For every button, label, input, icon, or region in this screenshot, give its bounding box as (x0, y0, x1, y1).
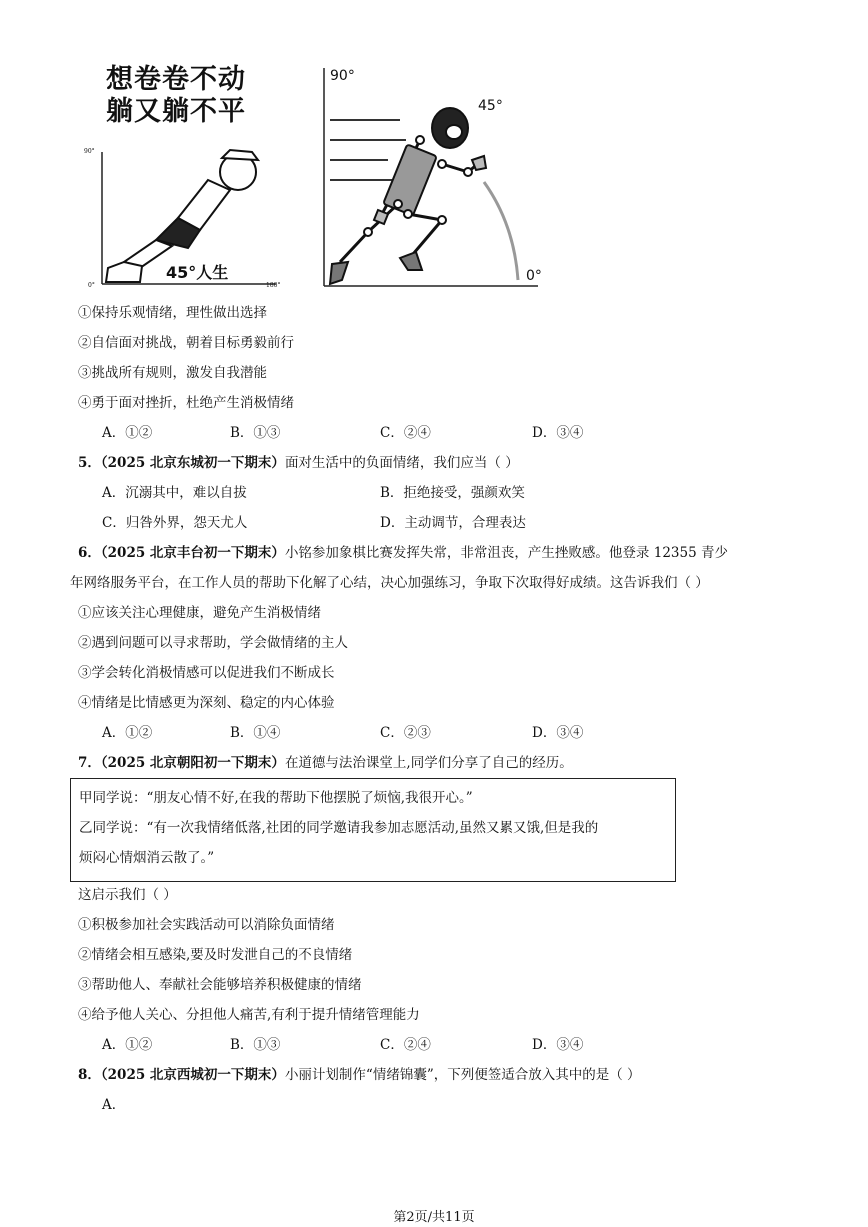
q7-option-d: D．③④ (532, 1037, 584, 1053)
q8-stem (78, 1066, 641, 1084)
q5-source: （2025 北京东城初一下期末） (100, 455, 285, 471)
q5-stem (78, 454, 519, 472)
q4-option-a: A．①② (102, 425, 153, 441)
q7-option-b: B．①③ (230, 1037, 281, 1053)
q7-item-1: ①积极参加社会实践活动可以消除负面情绪 (78, 917, 335, 933)
q5-stem-text: 面对生活中的负面情绪，我们应当（ ） (284, 455, 519, 471)
q7-item-4: ④给予他人关心、分担他人痛苦,有利于提升情绪管理能力 (78, 1007, 420, 1023)
q5-option-a: A．沉溺其中，难以自拔 (102, 485, 247, 501)
q8-stem-text: 小丽计划制作“情绪锦囊”，下列便签适合放入其中的是（ ） (284, 1067, 641, 1083)
left-axis-90-label: 90° (84, 148, 95, 155)
q6-stem-line1 (78, 544, 728, 562)
q7-box-line1: 甲同学说：“朋友心情不好,在我的帮助下他摆脱了烦恼,我很开心。” (79, 790, 473, 806)
q7-stem-text: 在道德与法治课堂上,同学们分享了自己的经历。 (284, 755, 573, 771)
q7-box-line2: 乙同学说：“有一次我情绪低落,社团的同学邀请我参加志愿活动,虽然又累又饿,但是我的 (79, 820, 599, 836)
q6-option-a: A．①② (102, 725, 153, 741)
cartoon-title-line1: 想卷卷不动 (106, 64, 246, 95)
q8-number: 8． (78, 1067, 101, 1083)
q5-option-d: D．主动调节，合理表达 (380, 515, 526, 531)
q4-option-c: C．②④ (380, 425, 431, 441)
cartoon-title-line2: 躺又躺不平 (106, 96, 246, 127)
q4-item-2: ②自信面对挑战，朝着目标勇毅前行 (78, 335, 294, 351)
q6-source: （2025 北京丰台初一下期末） (100, 545, 285, 561)
left-cartoon-label: 45°人生 (166, 263, 229, 282)
q4-item-1: ①保持乐观情绪，理性做出选择 (78, 305, 267, 321)
right-cartoon-drawing (318, 64, 540, 290)
q6-item-3: ③学会转化消极情感可以促进我们不断成长 (78, 665, 335, 681)
right-angle-45-label: 45° (478, 98, 503, 114)
q7-stem (78, 754, 573, 772)
q7-option-c: C．②④ (380, 1037, 431, 1053)
q5-option-b: B．拒绝接受，强颜欢笑 (380, 485, 525, 501)
q6-number: 6． (78, 545, 101, 561)
q4-item-4: ④勇于面对挫折，杜绝产生消极情绪 (78, 395, 294, 411)
q6-item-1: ①应该关注心理健康，避免产生消极情绪 (78, 605, 321, 621)
right-axis-0-label: 0° (526, 268, 542, 284)
q8-source: （2025 北京西城初一下期末） (100, 1067, 285, 1083)
left-cartoon-drawing (80, 62, 280, 292)
left-axis-0-label: 0° (88, 282, 95, 289)
q8-option-a: A． (102, 1097, 126, 1113)
q6-option-b: B．①④ (230, 725, 281, 741)
page-footer: 第2页/共11页 (393, 1210, 475, 1225)
q5-option-c: C．归咎外界，怨天尤人 (102, 515, 248, 531)
q7-source: （2025 北京朝阳初一下期末） (100, 755, 285, 771)
q7-option-a: A．①② (102, 1037, 153, 1053)
left-cartoon (80, 62, 280, 292)
q7-item-3: ③帮助他人、奉献社会能够培养积极健康的情绪 (78, 977, 362, 993)
q7-material-box (70, 778, 676, 882)
left-axis-180-label: 180° (266, 282, 281, 289)
q6-option-c: C．②③ (380, 725, 431, 741)
q4-item-3: ③挑战所有规则，激发自我潜能 (78, 365, 267, 381)
q6-stem-line2: 年网络服务平台，在工作人员的帮助下化解了心结，决心加强练习，争取下次取得好成绩。这告诉我们（ ） (70, 575, 709, 591)
right-axis-90-label: 90° (330, 68, 355, 84)
q6-item-4: ④情绪是比情感更为深刻、稳定的内心体验 (78, 695, 335, 711)
q7-number: 7． (78, 755, 101, 771)
right-cartoon (318, 64, 540, 290)
q5-number: 5． (78, 455, 101, 471)
q6-option-d: D．③④ (532, 725, 584, 741)
q4-option-d: D．③④ (532, 425, 584, 441)
q7-prompt: 这启示我们（ ） (78, 887, 177, 903)
q7-box-line3: 烦闷心情烟消云散了。” (79, 850, 215, 866)
q6-stem-text-1: 小铭参加象棋比赛发挥失常，非常沮丧，产生挫败感。他登录 12355 青少 (284, 545, 728, 561)
q4-option-b: B．①③ (230, 425, 281, 441)
q7-item-2: ②情绪会相互感染,要及时发泄自己的不良情绪 (78, 947, 353, 963)
q6-item-2: ②遇到问题可以寻求帮助，学会做情绪的主人 (78, 635, 348, 651)
